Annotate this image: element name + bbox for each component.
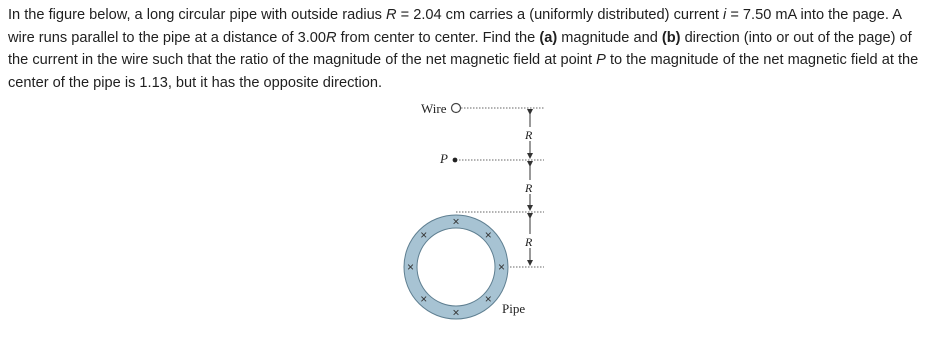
current-marker: × [452,214,460,229]
radius-symbol: R [386,7,397,23]
point-symbol: P [596,52,606,69]
pipe-label: Pipe [502,301,526,316]
current-symbol: i [723,7,727,23]
point-p-label: P [440,151,448,166]
current-marker: × [484,227,492,242]
current-marker: × [497,260,506,274]
problem-text-3: = 7.50 mA into the page. A wire runs parallel to the pipe at a distance of 3.00 [8,7,902,46]
r-label-1: R [525,128,533,142]
problem-text-1: In the figure below, a long circular pipe with outside radius [8,7,387,23]
current-marker: × [420,292,428,307]
point-p-dot [453,158,458,163]
problem-text-5: magnitude and [557,29,662,46]
wire-symbol [452,104,461,113]
current-marker: × [406,260,415,274]
current-marker: × [420,227,428,242]
problem-text-4: from center to center. Find the [336,29,540,46]
current-marker: × [452,305,460,320]
pipe-inner-edge [417,228,495,306]
current-marker: × [484,292,492,307]
r-label-3: R [525,235,533,249]
problem-text-7: to the magnitude of the net magnetic field at the center of the pipe is 1.13, but it has the opposite direction. [8,52,919,91]
r-label-2: R [525,181,533,195]
part-b-label: (b) [661,29,681,46]
problem-text-6: direction (into or out of the page) of the current in the wire such that the ratio of the magnitude of the net magnetic field at point [8,29,912,69]
part-a-label: (a) [539,29,558,46]
current-markers [407,215,505,320]
distance-symbol: R [326,29,337,46]
problem-text-2: = 2.04 cm carries a (uniformly distributed) current [396,7,724,23]
wire-label: Wire [421,101,447,116]
